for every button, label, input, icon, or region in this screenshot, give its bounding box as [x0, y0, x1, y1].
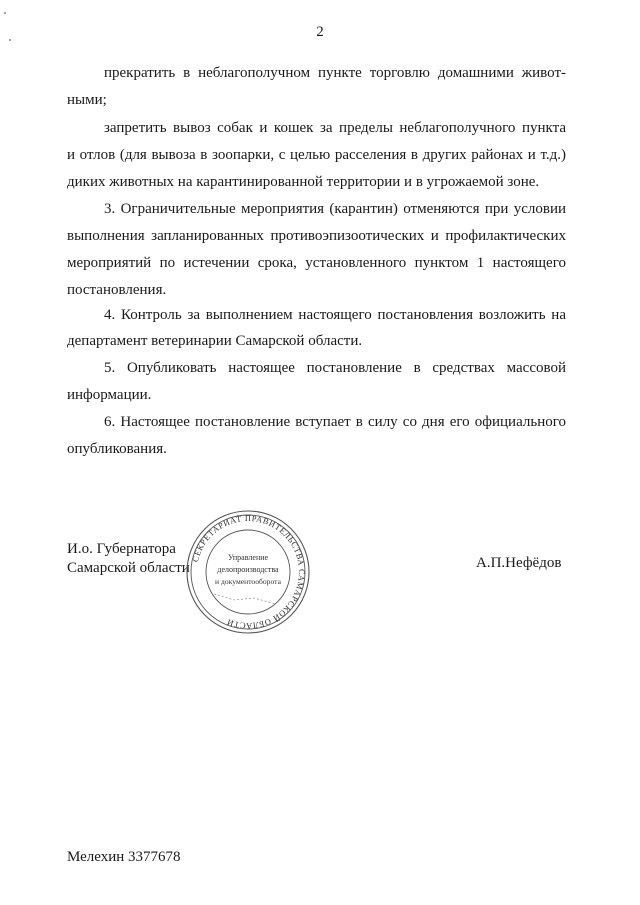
- text-line: запретить вывоз собак и кошек за пределы неблагополучного пункта: [104, 120, 566, 136]
- signature-title: [67, 540, 190, 578]
- text-line: диких животных на карантинированной территории и в угрожаемой зоне.: [67, 174, 540, 190]
- text-line: прекратить в неблагополучном пункте торговлю домашними живот-: [104, 65, 566, 81]
- text-line: мероприятий по истечении срока, установленного пунктом 1 настоящего: [67, 255, 566, 271]
- signature-title-line: И.о. Губернатора: [67, 541, 176, 557]
- text-line: постановления.: [67, 282, 167, 298]
- scan-speck: [4, 12, 6, 14]
- signature-title-line: Самарской области: [67, 560, 190, 576]
- text-line: 3. Ограничительные мероприятия (карантин) отменяются при условии: [104, 201, 566, 217]
- page-number: 2: [316, 24, 324, 40]
- executor-info: Мелехин 3377678: [67, 849, 181, 865]
- text-line: департамент ветеринарии Самарской области.: [67, 333, 363, 349]
- stamp-center-line: и документооборота: [215, 577, 281, 586]
- stamp-ring-text-path: СЕКРЕТАРИАТ ПРАВИТЕЛЬСТВА САМАРСКОЙ ОБЛАСТИ: [191, 513, 307, 631]
- official-stamp: [184, 508, 312, 636]
- text-line: и отлов (для вывоза в зоопарки, с целью расселения в других районах и т.д.): [67, 147, 566, 163]
- stamp-scratch-mark: [214, 594, 276, 604]
- scan-speck: [9, 39, 11, 41]
- text-line: опубликования.: [67, 441, 167, 457]
- text-line: 6. Настоящее постановление вступает в силу со дня его официального: [104, 414, 566, 430]
- text-line: выполнения запланированных противоэпизоотических и профилактических: [67, 228, 566, 244]
- stamp-center-line: делопроизводства: [217, 565, 279, 574]
- stamp-center-line: Управление: [227, 553, 269, 562]
- text-line: информации.: [67, 387, 152, 403]
- text-line: 5. Опубликовать настоящее постановление в средствах массовой: [104, 360, 566, 376]
- text-line: 4. Контроль за выполнением настоящего постановления возложить на: [104, 307, 566, 323]
- text-line: ными;: [67, 92, 107, 108]
- signer-name: А.П.Нефёдов: [476, 555, 562, 571]
